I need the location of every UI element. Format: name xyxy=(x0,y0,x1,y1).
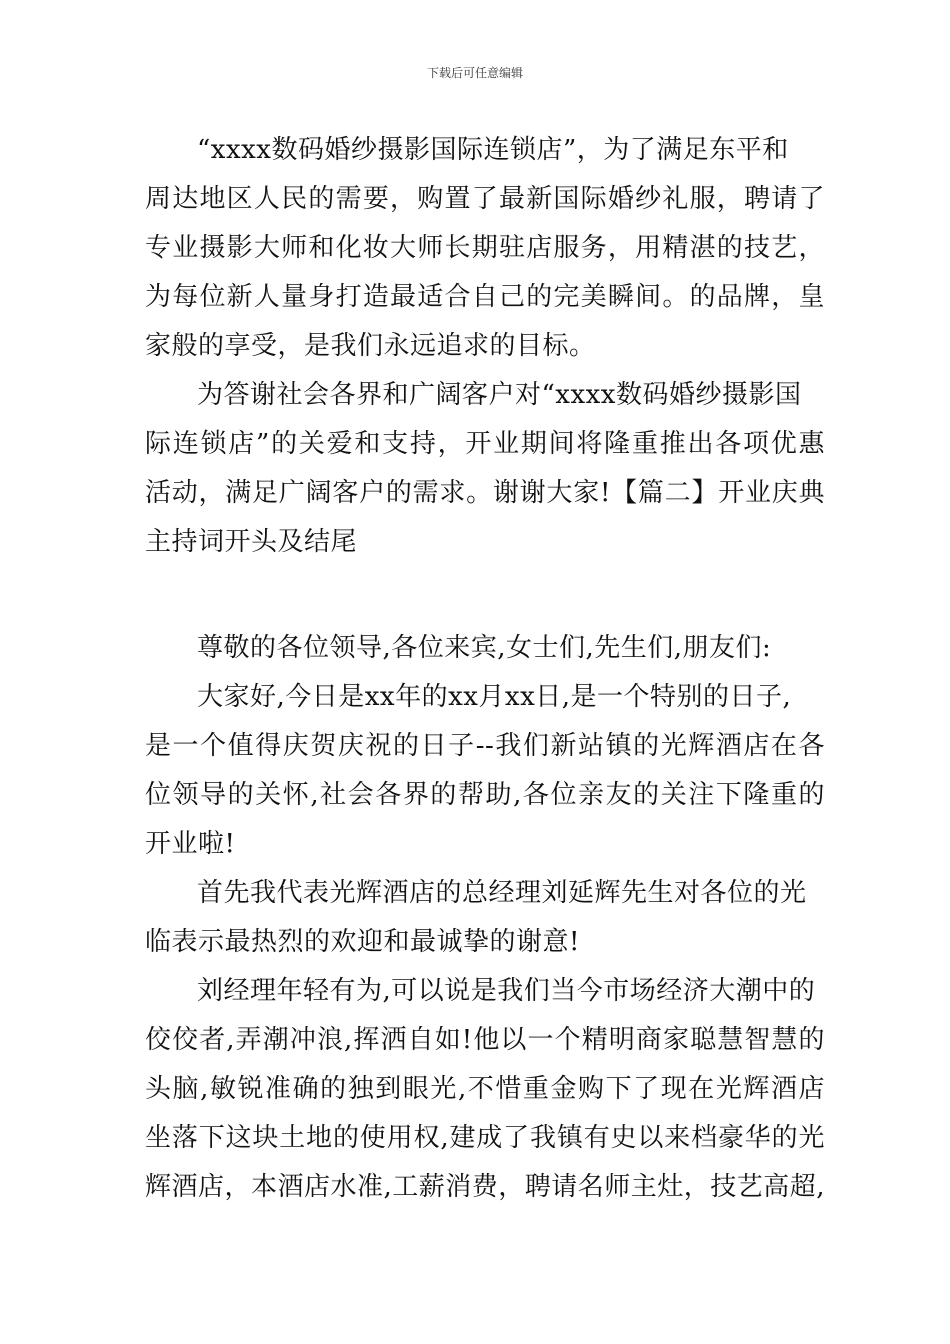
text-block-speech xyxy=(145,624,825,1212)
paragraph-line: 是一个值得庆贺庆祝的日子--我们新站镇的光辉酒店在各 xyxy=(145,731,825,761)
paragraph-line: 辉酒店，本酒店水准,工薪消费，聘请名师主灶，技艺高超, xyxy=(145,1172,826,1202)
paragraph-line: 尊敬的各位领导,各位来宾,女士们,先生们,朋友们: xyxy=(197,633,772,663)
paragraph-line: 活动，满足广阔客户的需求。谢谢大家!【篇二】开业庆典 xyxy=(145,478,825,508)
paragraph-line: 首先我代表光辉酒店的总经理刘延辉先生对各位的光 xyxy=(197,878,807,908)
paragraph-line: 为每位新人量身打造最适合自己的完美瞬间。的品牌，皇 xyxy=(145,282,825,312)
paragraph-line: 开业啦! xyxy=(145,829,236,859)
paragraph-line: 坐落下这块土地的使用权,建成了我镇有史以来档豪华的光 xyxy=(145,1123,825,1153)
paragraph-line: 周达地区人民的需要，购置了最新国际婚纱礼服，聘请了 xyxy=(145,184,825,214)
paragraph-line: 位领导的关怀,社会各界的帮助,各位亲友的关注下隆重的 xyxy=(145,780,825,810)
paragraph-line: 为答谢社会各界和广阔客户对“xxxx数码婚纱摄影国 xyxy=(197,380,802,410)
paragraph-line: 专业摄影大师和化妆大师长期驻店服务，用精湛的技艺， xyxy=(145,233,825,263)
paragraph-line: 刘经理年轻有为,可以说是我们当今市场经济大潮中的 xyxy=(197,976,816,1006)
paragraph-line: 主持词开头及结尾 xyxy=(145,527,358,557)
paragraph-line: “xxxx数码婚纱摄影国际连锁店”，为了满足东平和 xyxy=(197,135,789,165)
paragraph-line: 大家好,今日是xx年的xx月xx日,是一个特别的日子, xyxy=(197,682,792,712)
paragraph-line: 佼佼者,弄潮冲浪,挥洒自如!他以一个精明商家聪慧智慧的 xyxy=(145,1025,825,1055)
paragraph-line: 际连锁店”的关爱和支持，开业期间将隆重推出各项优惠 xyxy=(145,429,825,459)
text-block-intro xyxy=(145,126,825,567)
paragraph-line: 家般的享受，是我们永远追求的目标。 xyxy=(145,331,596,361)
paragraph-line: 临表示最热烈的欢迎和最诚挚的谢意! xyxy=(145,927,580,957)
page-header-note: 下载后可任意编辑 xyxy=(426,66,523,80)
paragraph-line: 头脑,敏锐准确的独到眼光,不惜重金购下了现在光辉酒店 xyxy=(145,1074,825,1104)
